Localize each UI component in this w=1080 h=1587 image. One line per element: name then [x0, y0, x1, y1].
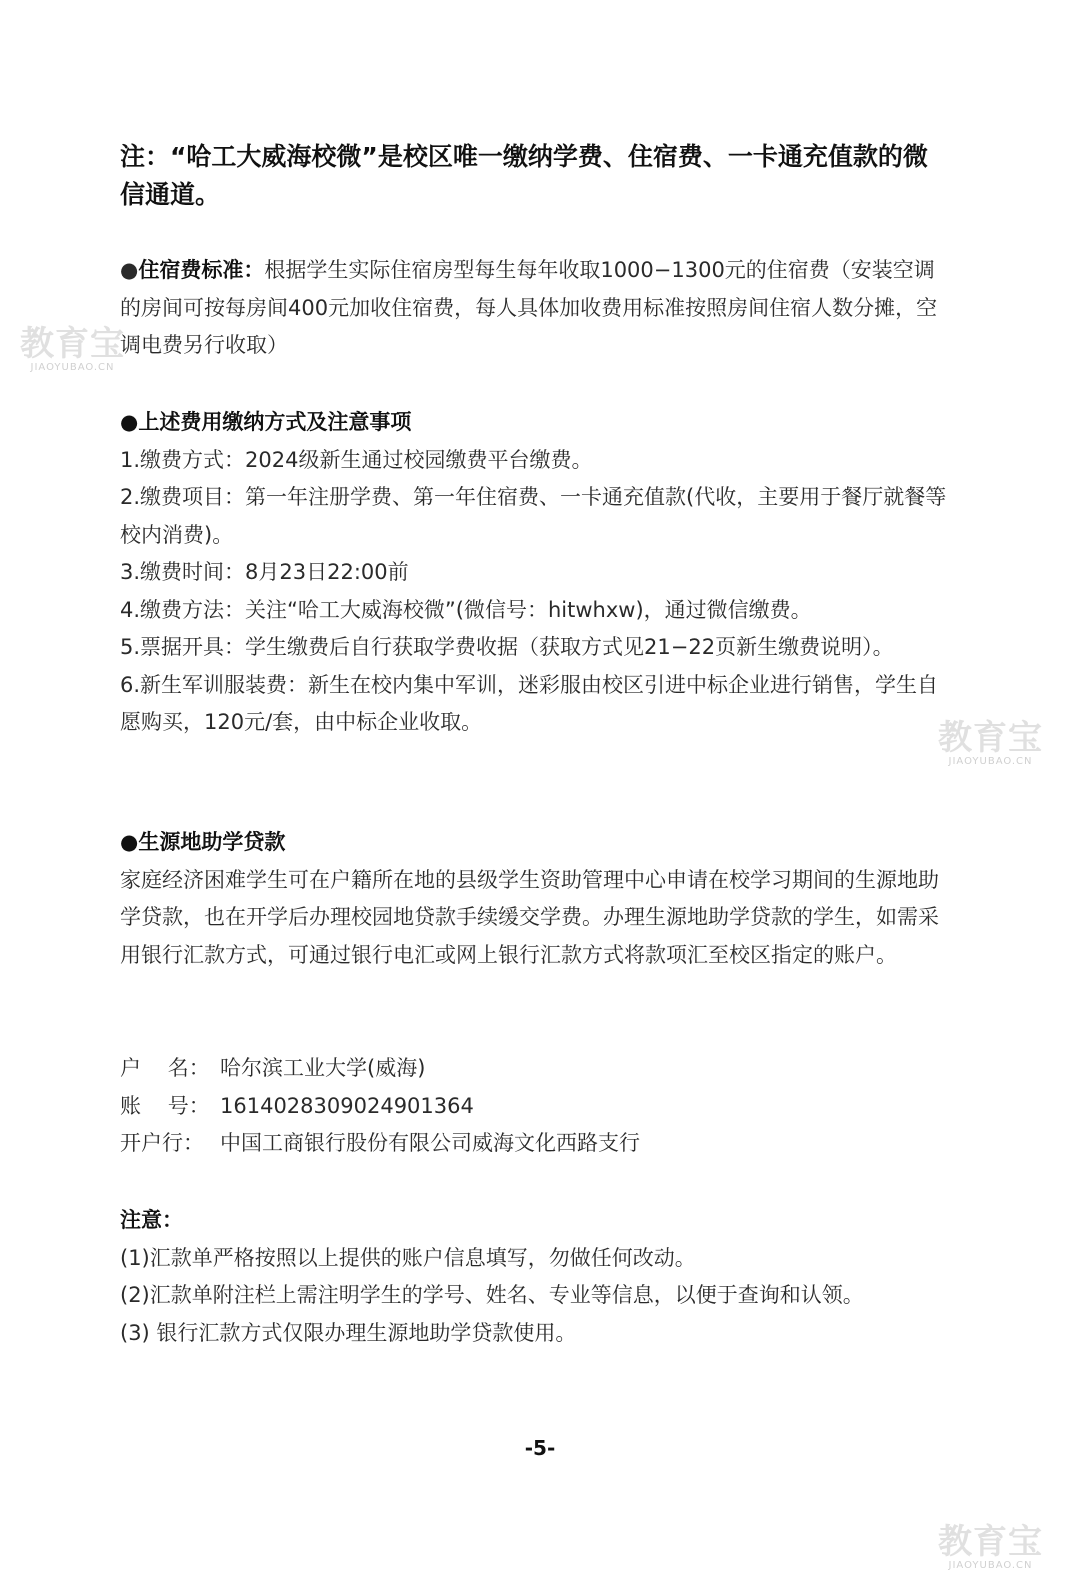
- loan-title: 生源地助学贷款: [138, 830, 286, 854]
- note-section: [120, 1202, 950, 1352]
- watermark-url: JIAOYUBAO.CN: [30, 362, 115, 373]
- account-bank-label: 开户行：: [120, 1131, 204, 1155]
- payment-section: [120, 404, 950, 742]
- bullet-icon: ●: [120, 258, 139, 282]
- note-item: (1)汇款单严格按照以上提供的账户信息填写，勿做任何改动。: [120, 1245, 696, 1270]
- watermark-logo: 教育宝: [938, 1522, 1043, 1562]
- account-number-value: 1614028309024901364: [220, 1093, 474, 1118]
- watermark-right: [938, 720, 1043, 768]
- watermark-url: JIAOYUBAO.CN: [948, 1560, 1033, 1571]
- page-number: -5-: [524, 1436, 556, 1460]
- loan-heading: [120, 824, 950, 862]
- bullet-icon: ●: [120, 410, 139, 434]
- payment-item: 3.缴费时间：8月23日22:00前: [120, 560, 409, 584]
- watermark-logo: 教育宝: [938, 718, 1043, 758]
- payment-item: 2.缴费项目：第一年注册学费、第一年住宿费、一卡通充值款(代收，主要用于餐厅就餐等校内消费)。: [120, 485, 947, 547]
- account-bank-row: [120, 1125, 950, 1163]
- housing-paragraph: [120, 252, 950, 365]
- watermark-url: JIAOYUBAO.CN: [948, 756, 1033, 767]
- account-section: [120, 1050, 950, 1163]
- account-name-row: [120, 1050, 950, 1088]
- bullet-icon: ●: [120, 830, 139, 854]
- housing-text: 根据学生实际住宿房型每生每年收取1000−1300元的住宿费（安装空调的房间可按每房间400元加收住宿费，每人具体加收费用标准按照房间住宿人数分摊，空调电费另行收取）: [120, 258, 938, 357]
- payment-item: 4.缴费方法：关注“哈工大威海校微”(微信号：hitwhxw)，通过微信缴费。: [120, 597, 812, 622]
- account-number-label: 账 号：: [120, 1093, 210, 1118]
- watermark-logo: 教育宝: [20, 324, 125, 364]
- note-item: (2)汇款单附注栏上需注明学生的学号、姓名、专业等信息，以便于查询和认领。: [120, 1283, 864, 1307]
- payment-item: 5.票据开具：学生缴费后自行获取学费收据（获取方式见21−22页新生缴费说明）。: [120, 635, 894, 659]
- account-name-label: 户 名：: [120, 1056, 210, 1080]
- payment-item: 6.新生军训服装费：新生在校内集中军训，迷彩服由校区引进中标企业进行销售，学生自愿购买，120元/套，由中标企业收取。: [120, 672, 939, 734]
- account-number-row: [120, 1088, 950, 1126]
- loan-text: 家庭经济困难学生可在户籍所在地的县级学生资助管理中心申请在校学习期间的生源地助学贷款，也在开学后办理校园地贷款手续缓交学费。办理生源地助学贷款的学生，如需采用银行汇款方式，可通过银行电汇或网上银行汇款方式将款项汇至校区指定的账户。: [120, 867, 939, 967]
- note-title: 注意：: [120, 1208, 183, 1232]
- notice-text: 注：“哈工大威海校微”是校区唯一缴纳学费、住宿费、一卡通充值款的微信通道。: [120, 142, 928, 209]
- watermark-bottom: [938, 1524, 1043, 1572]
- account-bank-value: 中国工商银行股份有限公司威海文化西路支行: [220, 1131, 640, 1155]
- note-item: (3) 银行汇款方式仅限办理生源地助学贷款使用。: [120, 1320, 577, 1345]
- account-name-value: 哈尔滨工业大学(威海): [220, 1056, 426, 1080]
- payment-heading: [120, 404, 950, 442]
- loan-section: [120, 824, 950, 974]
- housing-section: [120, 252, 950, 365]
- watermark-left: [20, 326, 125, 374]
- payment-title: 上述费用缴纳方式及注意事项: [138, 410, 412, 434]
- payment-item: 1.缴费方式：2024级新生通过校园缴费平台缴费。: [120, 447, 593, 472]
- housing-title: 住宿费标准：: [138, 258, 265, 282]
